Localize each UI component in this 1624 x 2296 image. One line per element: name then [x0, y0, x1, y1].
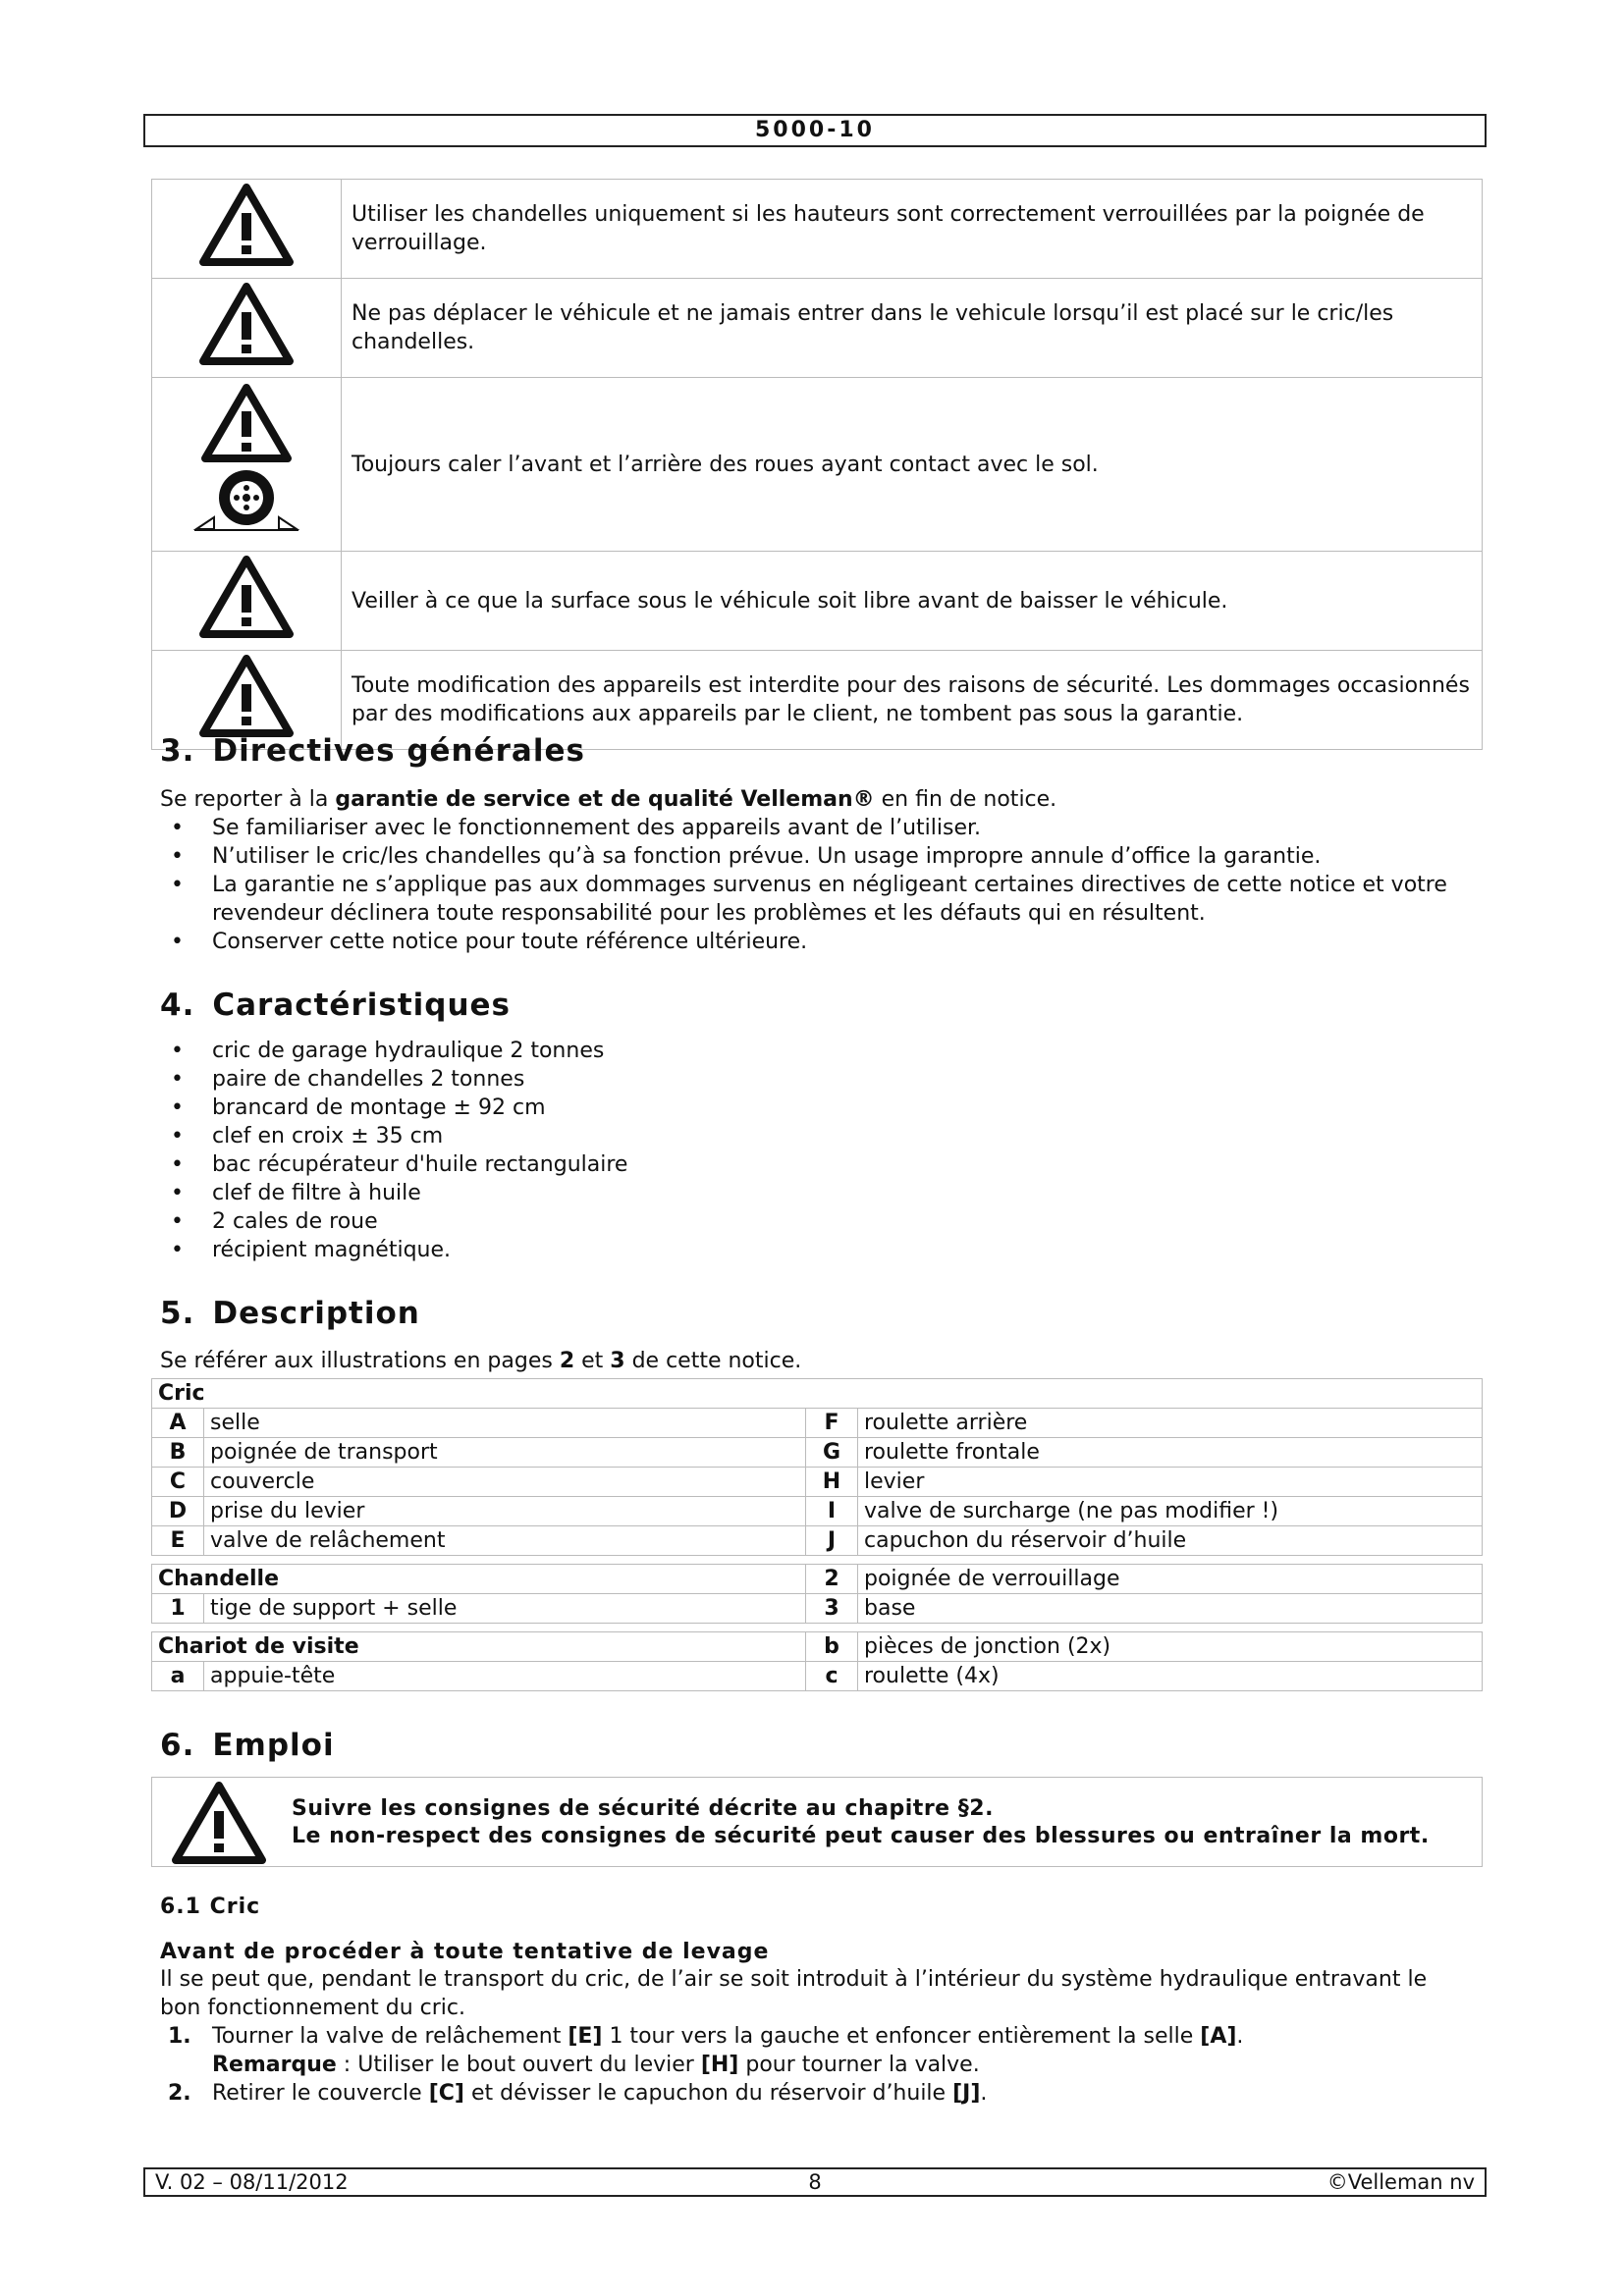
list-item: • bac récupérateur d'huile rectangulaire — [160, 1150, 1476, 1179]
warning-text: Toujours caler l’avant et l’arrière des roues ayant contact avec le sol. — [342, 378, 1483, 552]
section-6-heading — [160, 1728, 335, 1763]
warning-triangle-icon — [199, 556, 294, 638]
section-number: 3. — [160, 733, 195, 769]
section-3-heading — [160, 733, 585, 769]
section-title: Emploi — [212, 1728, 335, 1763]
group-heading-row — [152, 1379, 1483, 1409]
warning-triangle-icon — [199, 184, 294, 266]
table-row: 1 tige de support + selle 3 base — [152, 1594, 1483, 1624]
warning-row — [152, 378, 1483, 552]
section-number: 4. — [160, 988, 195, 1023]
list-item: • brancard de montage ± 92 cm — [160, 1094, 1476, 1122]
version-date: V. 02 – 08/11/2012 — [155, 2170, 349, 2194]
model-number: 5000-10 — [755, 118, 875, 142]
list-item: • récipient magnétique. — [160, 1236, 1476, 1264]
warning-row — [152, 552, 1483, 651]
section-5-heading — [160, 1296, 420, 1331]
section-title: Caractéristiques — [212, 988, 512, 1023]
table-row: a appuie-tête c roulette (4x) — [152, 1662, 1483, 1691]
notice-line: Suivre les consignes de sécurité décrite au chapitre §2. — [292, 1796, 994, 1821]
list-item: • clef en croix ± 35 cm — [160, 1122, 1476, 1150]
section-title: Directives générales — [212, 733, 585, 769]
table-row: A selle F roulette arrière — [152, 1409, 1483, 1438]
section-number: 5. — [160, 1296, 195, 1331]
warning-text: Veiller à ce que la surface sous le véhicule soit libre avant de baisser le véhicule. — [342, 552, 1483, 651]
notice-line: Le non-respect des consignes de sécurité peut causer des blessures ou entraîner la mort. — [292, 1824, 1430, 1848]
step-item: 1. Tourner la valve de relâchement [E] 1 tour vers la gauche et enfoncer entièrement la selle [A]. Remarque : Utiliser le bout ouvert du levier [H] pour tourner la valve. — [168, 2024, 1244, 2077]
warning-triangle-icon — [199, 655, 294, 737]
section-4-heading — [160, 988, 511, 1023]
section-4-list — [160, 1037, 1476, 1264]
table-row: C couvercle H levier — [152, 1468, 1483, 1497]
table-row: E valve de relâchement J capuchon du réservoir d’huile — [152, 1526, 1483, 1556]
warning-text: Ne pas déplacer le véhicule et ne jamais entrer dans le vehicule lorsqu’il est placé sur le cric/les chandelles. — [342, 279, 1483, 378]
copyright: ©Velleman nv — [1326, 2170, 1475, 2194]
remark-label: Remarque — [212, 2053, 337, 2077]
table-row: D prise du levier I valve de surcharge (ne pas modifier !) — [152, 1497, 1483, 1526]
warning-text: Toute modification des appareils est interdite pour des raisons de sécurité. Les dommages occasionnés par des modifications aux appareils par le client, ne tombent pas sous la garantie. — [342, 651, 1483, 750]
section-5-intro: Se référer aux illustrations en pages 2 et 3 de cette notice. — [160, 1349, 802, 1373]
warning-row — [152, 180, 1483, 279]
list-item: • La garantie ne s’applique pas aux dommages survenus en négligeant certaines directives de cette notice et votre revendeur déclinera toute responsabilité pour les problèmes et les défauts qui en résultent. — [160, 871, 1476, 928]
group-heading: Chariot de visite — [152, 1632, 806, 1662]
steps-list — [160, 2022, 1476, 2108]
section-3-list — [160, 814, 1476, 956]
list-item: • paire de chandelles 2 tonnes — [160, 1065, 1476, 1094]
paragraph: Il se peut que, pendant le transport du cric, de l’air se soit introduit à l’intérieur du système hydraulique entravant le bon fonctionnement du cric. — [160, 1967, 1428, 2020]
table-row: B poignée de transport G roulette frontale — [152, 1438, 1483, 1468]
warning-row — [152, 279, 1483, 378]
group-heading: Cric — [152, 1379, 1483, 1409]
section-3-intro: Se reporter à la garantie de service et de qualité Velleman® en fin de notice. — [160, 787, 1057, 812]
warranty-reference: garantie de service et de qualité Velleman® — [335, 787, 875, 812]
list-item: • 2 cales de roue — [160, 1207, 1476, 1236]
subsection-heading: 6.1 Cric — [160, 1895, 261, 1919]
wheel-chock-warning-icon — [192, 382, 300, 539]
safety-notice-box — [151, 1777, 1483, 1867]
warning-triangle-icon — [199, 283, 294, 365]
warning-triangle-icon — [172, 1782, 266, 1864]
list-item: • cric de garage hydraulique 2 tonnes — [160, 1037, 1476, 1065]
list-item: • Se familiariser avec le fonctionnement des appareils avant de l’utiliser. — [160, 814, 1476, 842]
page-number: 8 — [808, 2170, 822, 2194]
step-item: 2. Retirer le couvercle [C] et dévisser le capuchon du réservoir d’huile [J]. — [168, 2081, 988, 2106]
parts-description-table — [151, 1378, 1483, 1691]
table-row: Chandelle 2 poignée de verrouillage — [152, 1565, 1483, 1594]
list-item: • Conserver cette notice pour toute référence ultérieure. — [160, 928, 1476, 956]
group-heading: Chandelle — [152, 1565, 806, 1594]
table-row: Chariot de visite b pièces de jonction (2x) — [152, 1632, 1483, 1662]
paragraph-heading: Avant de procéder à toute tentative de levage — [160, 1940, 770, 1964]
page-footer — [143, 2167, 1487, 2197]
warning-text: Utiliser les chandelles uniquement si les hauteurs sont correctement verrouillées par la poignée de verrouillage. — [342, 180, 1483, 279]
section-number: 6. — [160, 1728, 195, 1763]
list-item: • clef de filtre à huile — [160, 1179, 1476, 1207]
section-title: Description — [212, 1296, 420, 1331]
page-header — [143, 114, 1487, 147]
list-item: • N’utiliser le cric/les chandelles qu’à sa fonction prévue. Un usage impropre annule d’office la garantie. — [160, 842, 1476, 871]
safety-warnings-table — [151, 179, 1483, 750]
